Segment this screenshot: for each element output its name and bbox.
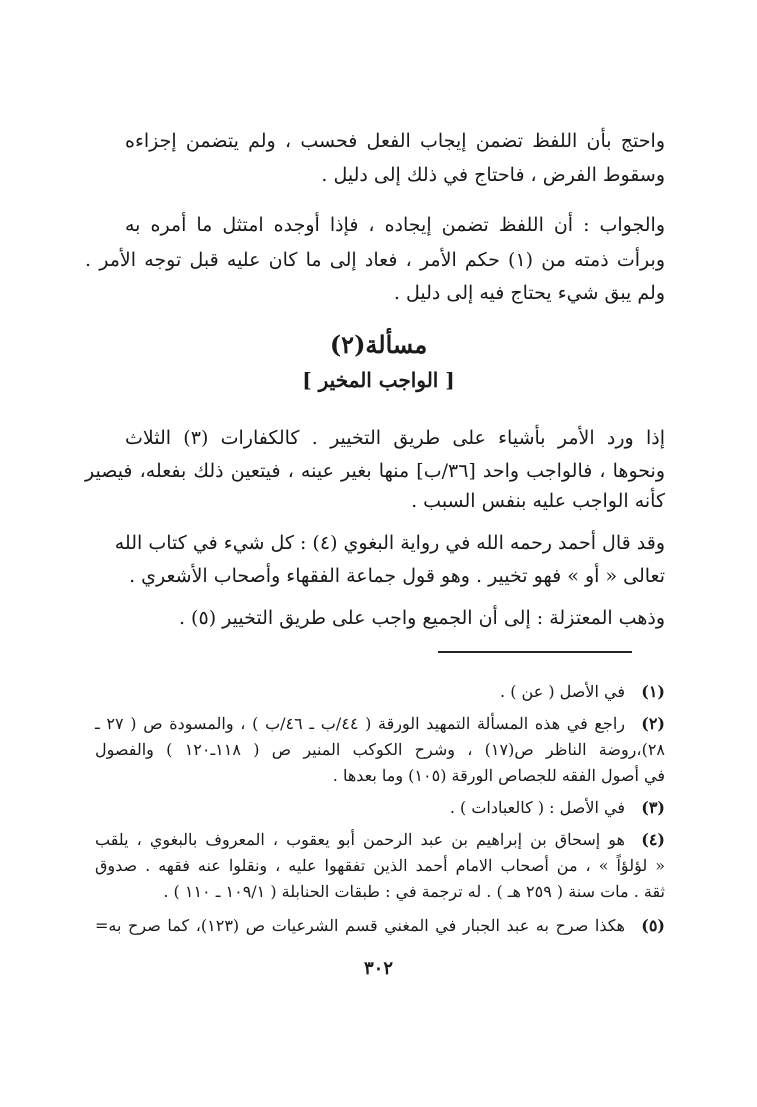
footnote-line: في الأصل ( عن ) . [500, 682, 625, 701]
text-line: ونحوها ، فالواجب واحد [٣٦/ب] منها بغير عينه ، فيتعين ذلك بفعله، فيصير [85, 460, 665, 482]
footnote-number: (١) [641, 682, 665, 701]
section-title: مسألة(٢) [329, 330, 428, 359]
footnote-line: في الأصل : ( كالعبادات ) . [449, 798, 625, 817]
footnote-number: (٢) [641, 714, 665, 733]
text-line: والجواب : أن اللفظ تضمن إيجاده ، فإذا أوجده امتثل ما أمره به [125, 214, 665, 236]
footnote-number: (٤) [641, 830, 665, 849]
footnote-line: ٢٨)،روضة الناظر ص(١٧) ، وشرح الكوكب المنير ص ( ١١٨ـ١٢٠ ) والفصول [95, 740, 665, 759]
page-number: ٣٠٢ [363, 958, 393, 979]
text-line: وقد قال أحمد رحمه الله في رواية البغوي (٤) : كل شيء في كتاب الله [114, 532, 665, 554]
text-line: إذا ورد الأمر بأشياء على طريق التخيير . كالكفارات (٣) الثلاث [125, 427, 665, 449]
footnote-line: في أصول الفقه للجصاص الورقة (١٠٥) وما بعدها . [332, 766, 665, 785]
footnote-number: (٣) [641, 798, 665, 817]
text-line: ولم يبق شيء يحتاج فيه إلى دليل . [393, 282, 665, 304]
text-line: تعالى « أو » فهو تخيير . وهو قول جماعة الفقهاء وأصحاب الأشعري . [129, 565, 665, 587]
footnote-line: « لؤلؤاً » ، من أصحاب الامام أحمد الذين تفقهوا عليه ، ونقلوا عنه فقهه . صدوق [95, 856, 665, 875]
text-line: وسقوط الفرض ، فاحتاج في ذلك إلى دليل . [321, 164, 665, 186]
footnote-number: (٥) [641, 916, 665, 935]
text-line: كأنه الواجب عليه بنفس السبب . [411, 490, 665, 512]
footnote-line: هو إسحاق بن إبراهيم بن عبد الرحمن أبو يعقوب ، المعروف بالبغوي ، يلقب [95, 830, 625, 849]
text-line: واحتج بأن اللفظ تضمن إيجاب الفعل فحسب ، ولم يتضمن إجزاءه [125, 130, 665, 152]
footnote-line: هكذا صرح به عبد الجبار في المغني قسم الشرعيات ص (١٢٣)، كما صرح به= [95, 916, 625, 935]
section-subtitle: [ الواجب المخير ] [302, 368, 455, 392]
footnote-line: ثقة . مات سنة ( ٢٥٩ هـ ) . له ترجمة في : طبقات الحنابلة ( ١٠٩/١ ـ ١١٠ ) . [163, 882, 665, 901]
text-line: وبرأت ذمته من (١) حكم الأمر ، فعاد إلى ما كان عليه قبل توجه الأمر . [85, 249, 665, 271]
footnote-line: راجع في هذه المسألة التمهيد الورقة ( ٤٤/ب ـ ٤٦/ب ) ، والمسودة ص ( ٢٧ ـ [95, 714, 625, 733]
footnote-divider [438, 651, 632, 653]
text-line: وذهب المعتزلة : إلى أن الجميع واجب على طريق التخيير (٥) . [178, 607, 665, 629]
